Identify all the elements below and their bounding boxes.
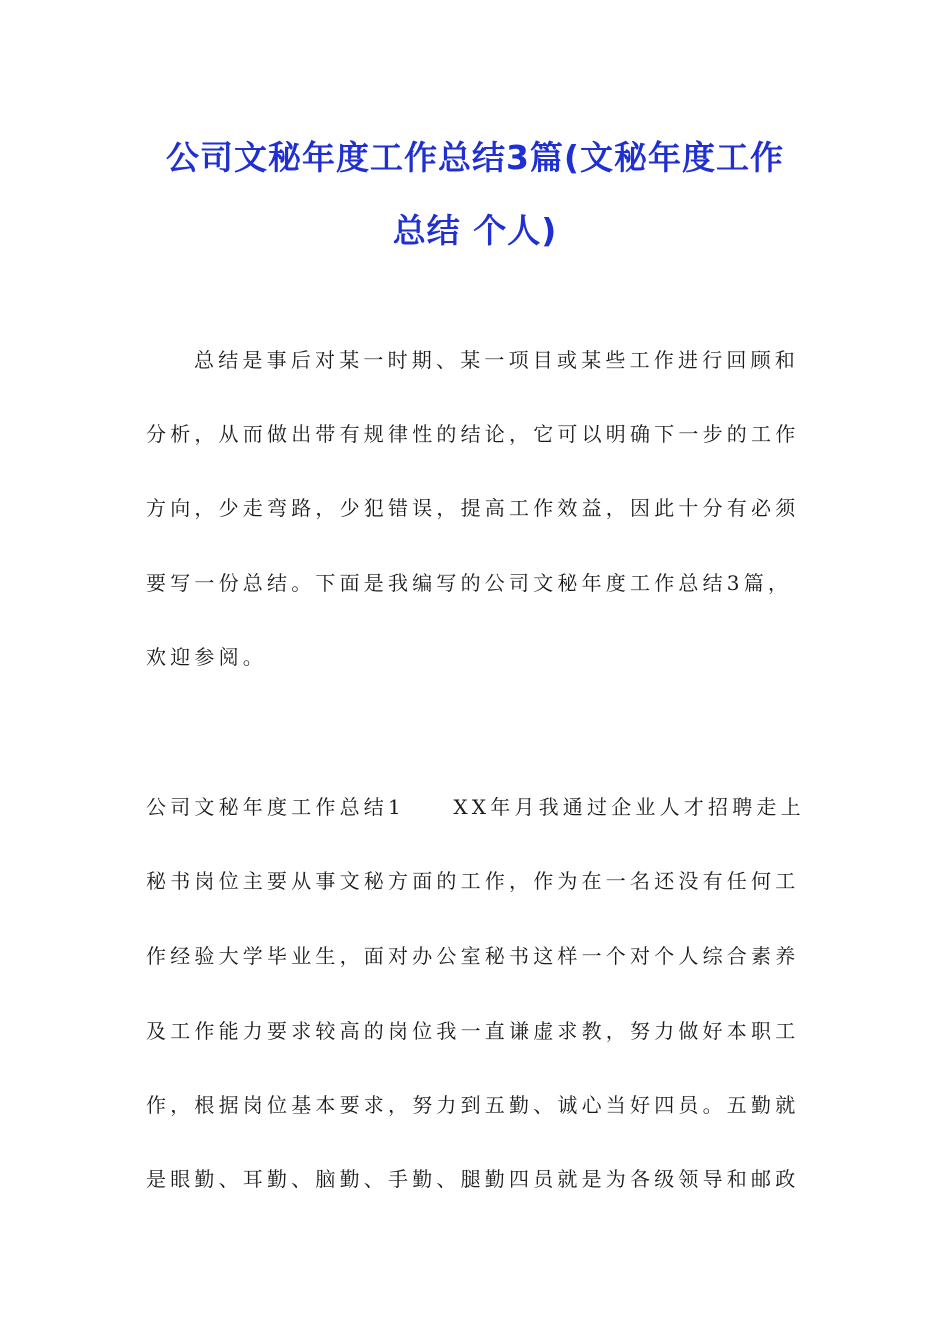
section-line-1: 公司文秘年度工作总结1 XX年月我通过企业人才招聘走上 (146, 795, 805, 819)
intro-line-5: 欢迎参阅。 (146, 645, 267, 669)
document-title-line-2: 总结 个人) (392, 211, 558, 250)
intro-line-3: 方向，少走弯路，少犯错误，提高工作效益，因此十分有必须 (146, 496, 800, 520)
document-title-line-1: 公司文秘年度工作总结3篇(文秘年度工作 (165, 138, 785, 177)
intro-line-2: 分析，从而做出带有规律性的结论，它可以明确下一步的工作 (146, 422, 800, 446)
intro-line-1: 总结是事后对某一时期、某一项目或某些工作进行回顾和 (194, 348, 799, 372)
section-line-5: 作，根据岗位基本要求，努力到五勤、诚心当好四员。五勤就 (146, 1093, 800, 1117)
intro-line-4: 要写一份总结。下面是我编写的公司文秘年度工作总结3篇， (146, 571, 793, 595)
section-line-2: 秘书岗位主要从事文秘方面的工作，作为在一名还没有任何工 (146, 869, 800, 893)
section-line-6: 是眼勤、耳勤、脑勤、手勤、腿勤四员就是为各级领导和邮政 (146, 1167, 800, 1191)
section-line-4: 及工作能力要求较高的岗位我一直谦虚求教，努力做好本职工 (146, 1019, 800, 1043)
section-line-3: 作经验大学毕业生，面对办公室秘书这样一个对个人综合素养 (146, 944, 800, 968)
